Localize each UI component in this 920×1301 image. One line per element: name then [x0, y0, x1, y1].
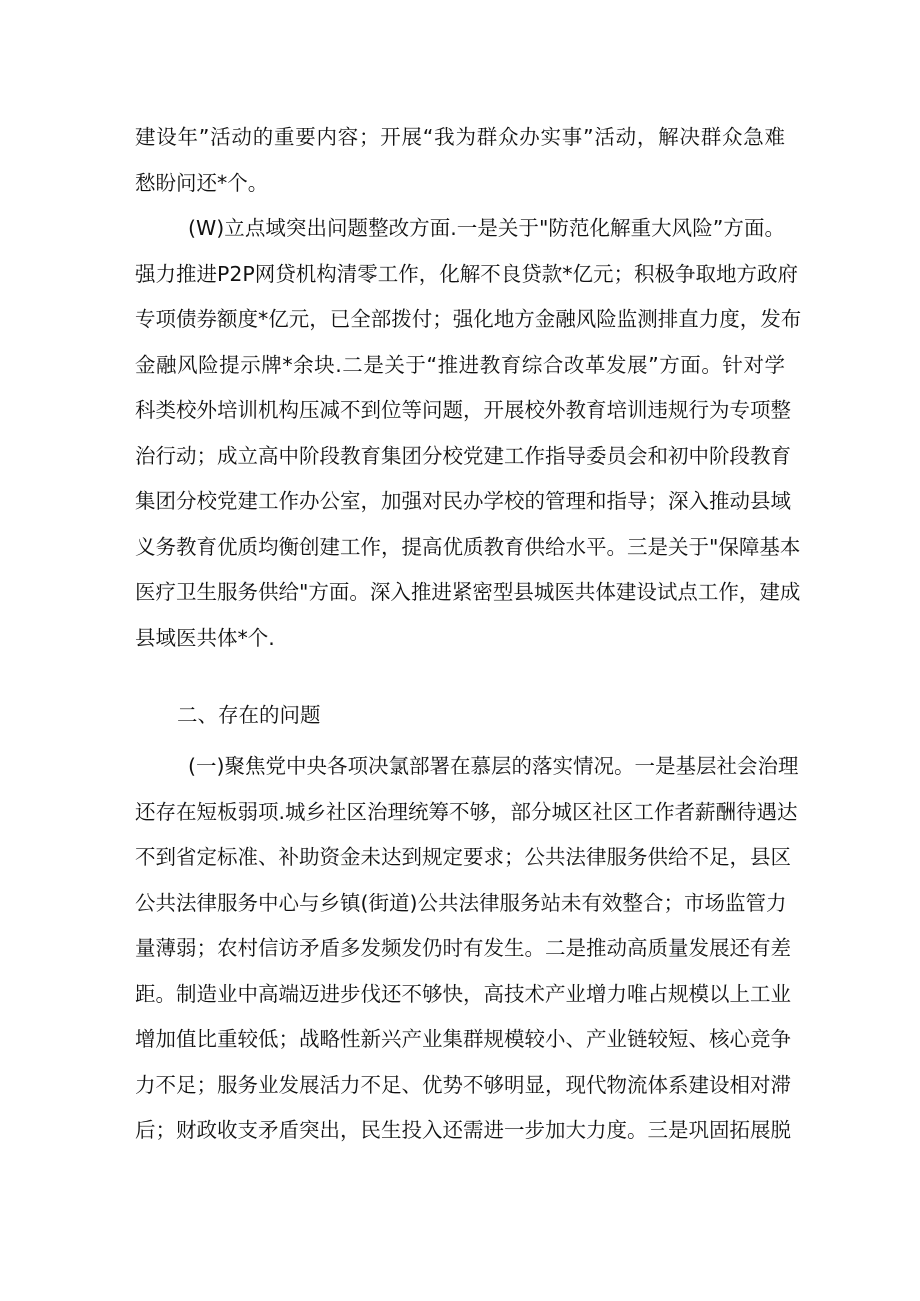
text-line: 建设年”活动的重要内容；开展“我为群众办实事”活动，解决群众急难 [135, 125, 785, 149]
text-line: 距。制造业中高端迈进步伐还不够快，高技术产业增力唯占规模以上工业 [135, 982, 791, 1006]
paragraph-first-line: (W)立点域突出问题整改方面.一是关于"防范化解重大风险”方面。 [188, 216, 785, 240]
text-line: 量薄弱；农村信访矛盾多发频发仍时有发生。二是推动高质量发展还有差 [135, 936, 791, 960]
text-line: 还存在短板弱项.城乡社区治理统筹不够，部分城区社区工作者薪酬待遇达 [135, 800, 798, 824]
text-line: 医疗卫生服务供给"方面。深入推进紧密型县城医共体建设试点工作，建成 [135, 580, 801, 604]
text-line: 集团分校党建工作办公室，加强对民办学校的管理和指导；深入推动县域 [135, 489, 791, 513]
text-line: 不到省定标准、补助资金未达到规定要求；公共法律服务供给不足，县区 [135, 845, 791, 869]
text-line: 义务教育优质均衡创建工作，提高优质教育供给水平。三是关于"保障基本 [135, 535, 801, 559]
paragraph-first-line: (一)聚焦党中央各项决氯部署在慕层的落实情况。一是基层社会治理 [188, 754, 799, 778]
section-heading: 二、存在的问题 [177, 703, 321, 727]
text-line: 县域医共体*个. [135, 626, 275, 650]
text-line: 愁盼问还*个。 [135, 171, 269, 195]
text-line: 增加值比重较低；战略性新兴产业集群规模较小、产业链较短、核心竞争 [135, 1027, 791, 1051]
text-line: 科类校外培训机构压减不到位等问题，开展校外教育培训违规行为专项整 [135, 398, 791, 422]
text-line: 力不足；服务业发展活力不足、优势不够明显，现代物流体系建设相对滞 [135, 1073, 791, 1097]
text-line: 金融风险提示牌*余块.二是关于“推进教育综合改革发展”方面。针对学 [135, 353, 785, 377]
text-line: 强力推进P2P网贷机构清零工作，化解不良贷款*亿元；积极争取地方政府 [135, 262, 799, 286]
text-line: 专项债券额度*亿元，已全部拨付；强化地方金融风险监测排直力度，发布 [135, 307, 802, 331]
text-line: 公共法律服务中心与乡镇(街道)公共法律服务站未有效整合；市场监管力 [135, 891, 787, 915]
text-line: 后；财政收支矛盾突出，民生投入还需进一步加大力度。三是巩固拓展脱 [135, 1118, 791, 1142]
text-line: 治行动；成立高中阶段教育集团分校党建工作指导委员会和初中阶段教育 [135, 444, 791, 468]
